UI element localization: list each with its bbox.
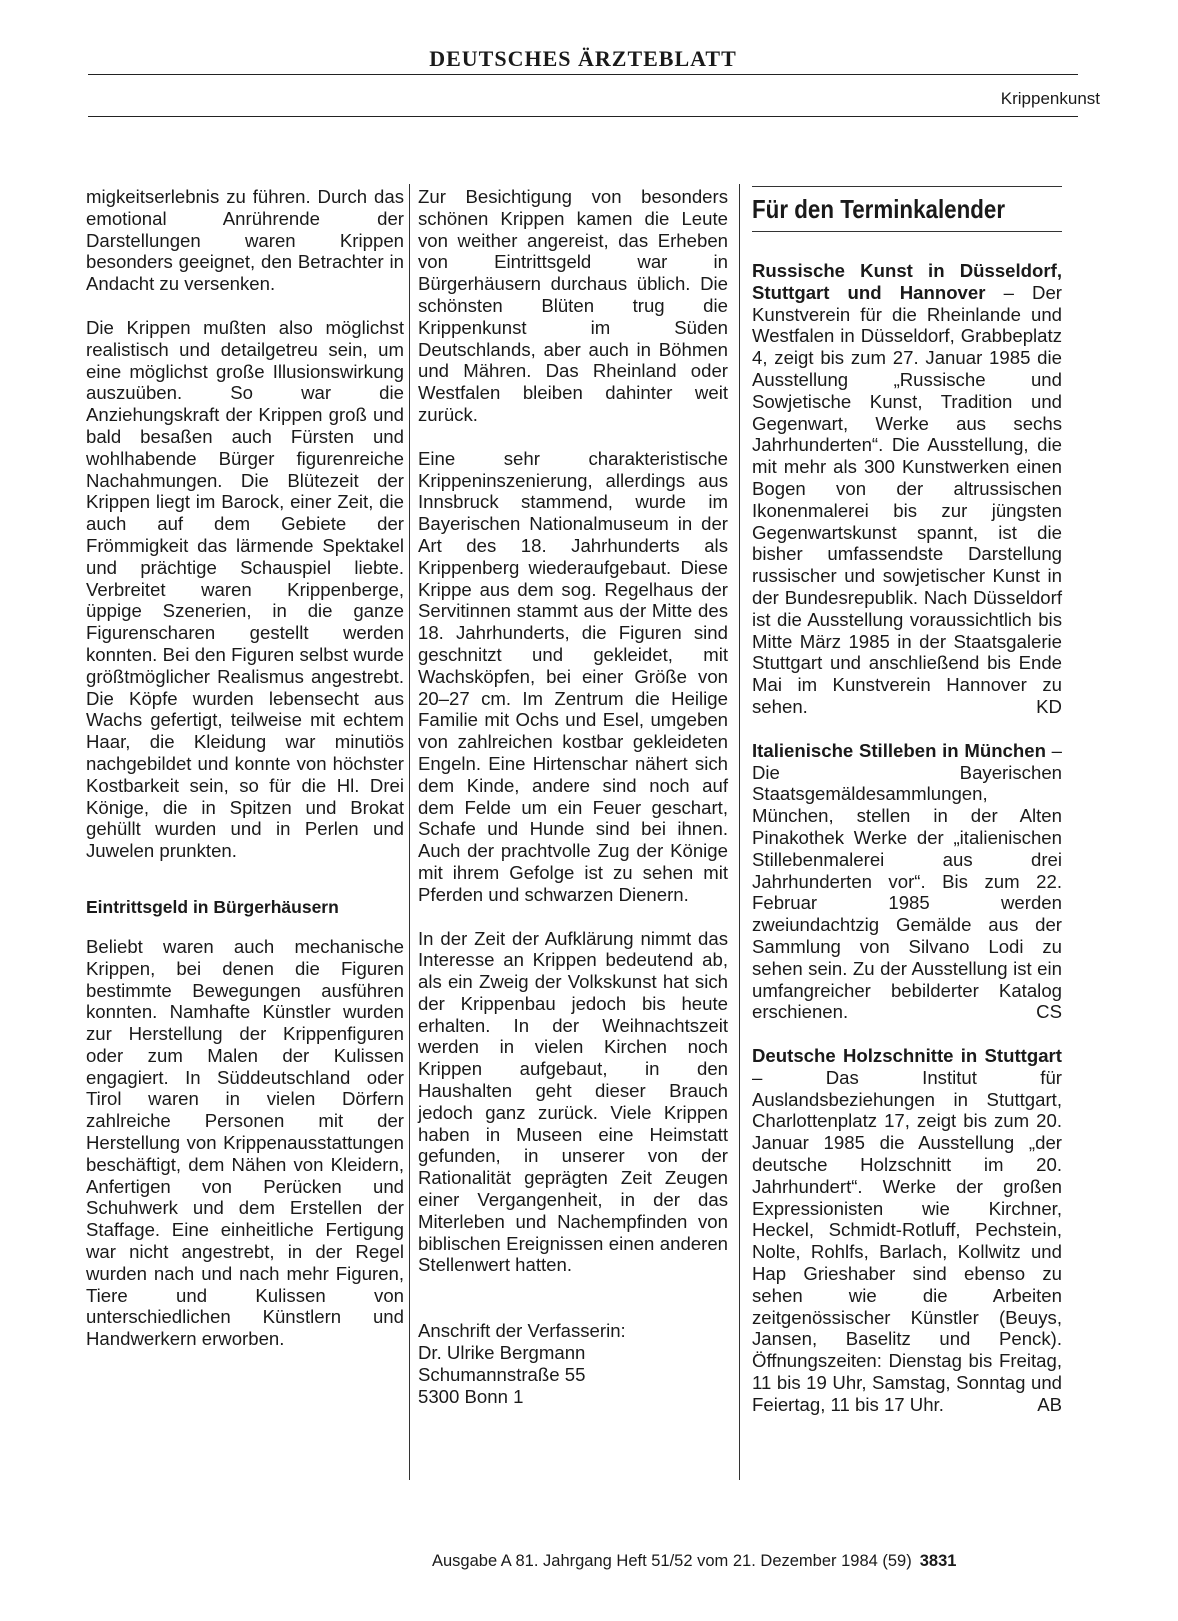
address-city: 5300 Bonn 1: [418, 1385, 524, 1407]
paragraph: In der Zeit der Aufklärung nimmt das Interesse an Krippen bedeutend ab, als ein Zweig der Volkskunst hat sich der Krippenbau jedoch bis heute erhalten. In der Weihnachtszeit werden in vielen Kirchen noch Krippen aufgebaut, in den Haushalten geht dieser Brauch jedoch ganz zurück. Viele Krippen haben in Museen eine Heimstatt gefunden, in unserer von der Rationalität geprägten Zeit Zeugen einer Vergangenheit, in der das Miterleben und Nachempfinden von biblischen Ereignissen einen anderen Stellenwert hatten.: [418, 927, 728, 1276]
calendar-entry: [752, 260, 1062, 718]
entry-signature: CS: [1036, 1001, 1062, 1023]
page-footer: [432, 1551, 1072, 1571]
masthead: DEUTSCHES ÄRZTEBLATT: [429, 46, 737, 71]
column-divider-1: [409, 184, 410, 1480]
entry-heading: Deutsche Holzschnitte in Stuttgart: [752, 1045, 1062, 1067]
paragraph: migkeitserlebnis zu führen. Durch das emotional Anrührende der Darstellungen waren Krippen besonders geeignet, den Betrachter in Andacht zu versenken.: [86, 186, 404, 295]
calendar-column: [752, 186, 1062, 1416]
section-label: Krippenkunst: [1000, 89, 1100, 108]
page-number: 3831: [919, 1552, 957, 1570]
paragraph: Eine sehr charakteristische Krippeninszenierung, allerdings aus Innsbruck stammend, wurde im Bayerischen Nationalmuseum in der Art des 18. Jahrhunderts als Krippenberg wiederaufgebaut. Diese Krippe aus dem sog. Regelhaus der Servitinnen stammt aus der Mitte des 18. Jahrhunderts, die Figuren sind geschnitzt und gekleidet, mit Wachsköpfen, bei einer Größe von 20–27 cm. Im Zentrum die Heilige Familie mit Ochs und Esel, umgeben von zahlreichen kostbar gekleideten Engeln. Eine Hirtenschar nähert sich dem Kinde, andere sind noch auf dem Felde um ein Feuer geschart, Schafe und Hunde sind bei ihnen. Auch der prachtvolle Zug der Könige mit ihrem Gefolge ist zu sehen mit Pferden und schwarzen Dienern.: [418, 447, 728, 905]
entry-dash: –: [752, 1066, 826, 1088]
edition-info: Ausgabe A 81. Jahrgang Heft 51/52 vom 21. Dezember 1984 (59): [432, 1552, 912, 1570]
calendar-title: Für den Terminkalender: [752, 194, 1006, 224]
paragraph: Beliebt waren auch mechanische Krippen, bei denen die Figuren bestimmte Bewegungen ausführen konnten. Namhafte Künstler wurden zur Herstellung der Krippenfiguren oder zum Malen der Kulissen engagiert. In Süddeutschland oder Tirol waren in vielen Dörfern zahlreiche Personen mit der Herstellung von Krippenausstattungen beschäftigt, dem Nähen von Kleidern, Anfertigen von Perücken und Schuhwerk und dem Erstellen der Staffage. Eine einheitliche Fertigung war nicht angestrebt, in der Regel wurden nach und nach mehr Figuren, Tiere und Kulissen von unterschiedlichen Künstlern und Handwerkern erworben.: [86, 935, 404, 1350]
calendar-entry: [752, 1045, 1062, 1416]
entry-heading: Italienische Stilleben in München: [752, 739, 1046, 761]
article-column-2: [418, 186, 728, 1407]
entry-signature: AB: [1037, 1393, 1062, 1415]
author-address: [418, 1320, 728, 1407]
address-name: Dr. Ulrike Bergmann: [418, 1342, 586, 1364]
calendar-rule-bottom: [752, 231, 1062, 232]
column-divider-2: [739, 184, 740, 1480]
header-rule: [88, 74, 1078, 75]
paragraph: Zur Besichtigung von besonders schönen Krippen kamen die Leute von weither angereist, das Erheben von Eintrittsgeld war in Bürgerhäusern durchaus üblich. Die schönsten Blüten trug die Krippenkunst im Süden Deutschlands, aber auch in Böhmen und Mähren. Das Rheinland oder Westfalen bleiben dahinter weit zurück.: [418, 186, 728, 425]
entry-text: Das Institut für Auslandsbeziehungen in Stuttgart, Charlottenplatz 17, zeigt bis zum 20. Januar 1985 die Ausstellung „der deutsche Holzschnitt im 20. Jahrhundert“. Werke der großen Expressionisten wie Kirchner, Heckel, Schmidt-Rotluff, Pechstein, Nolte, Rohlfs, Barlach, Kollwitz und Hap Grieshaber sind ebenso zu sehen wie die Arbeiten zeitgenössischer Künstler (Beuys, Jansen, Baselitz und Penck). Öffnungszeiten: Dienstag bis Freitag, 11 bis 19 Uhr, Samstag, Sonntag und Feiertag, 11 bis 17 Uhr.: [752, 1066, 1062, 1415]
section-rule: [88, 116, 1078, 117]
calendar-entry: [752, 740, 1062, 1023]
subheading: Eintrittsgeld in Bürgerhäusern: [86, 896, 339, 917]
entry-text: Der Kunstverein für die Rheinlande und Westfalen in Düsseldorf, Grabbeplatz 4, zeigt bis zum 27. Januar 1985 die Ausstellung „Russische und Sowjetische Kunst, Tradition und Gegenwart, Werke aus sechs Jahrhunderten“. Die Ausstellung, die mit mehr als 300 Kunstwerken einen Bogen von der altrussischen Ikonenmalerei bis zur jüngsten Gegenwartskunst spannt, ist die bisher umfassendste Darstellung russischer und sowjetischer Kunst in der Bundesrepublik. Nach Düsseldorf ist die Ausstellung voraussichtlich bis Mitte März 1985 in der Staatsgalerie Stuttgart und anschließend bis Ende Mai im Kunstverein Hannover zu sehen.: [752, 281, 1062, 717]
address-street: Schumannstraße 55: [418, 1363, 586, 1385]
paragraph: Die Krippen mußten also möglichst realistisch und detailgetreu sein, um eine möglichst große Illusionswirkung auszuüben. So war die Anziehungskraft der Krippen groß und bald besaßen auch Fürsten und wohlhabende Bürger figurenreiche Nachahmungen. Die Blütezeit der Krippen liegt im Barock, einer Zeit, die auch auf dem Gebiete der Frömmigkeit das lärmende Spektakel und prächtige Schauspiel liebte. Verbreitet waren Krippenberge, üppige Szenerien, in die ganze Figurenscharen gestellt werden konnten. Bei den Figuren selbst wurde größtmöglicher Realismus angestrebt. Die Köpfe wurden lebensecht aus Wachs gefertigt, teilweise mit echtem Haar, die Kleidung war minutiös nachgebildet und konnte von höchster Kostbarkeit sein, so für die Hl. Drei Könige, die in Spitzen und Brokat gehüllt wurden und in Perlen und Juwelen prunkten.: [86, 316, 404, 862]
entry-dash: –: [1045, 739, 1062, 761]
entry-heading: Russische Kunst in Düsseldorf, Stuttgart und Hannover: [752, 260, 1062, 303]
entry-dash: –: [985, 281, 1033, 303]
address-label: Anschrift der Verfasserin:: [418, 1320, 626, 1342]
entry-text: Die Bayerischen Staatsgemäldesammlungen, München, stellen in der Alten Pinakothek Werke der „italienischen Stillebenmalerei aus drei Jahrhunderten vor“. Bis zum 22. Februar 1985 werden zweiundachtzig Gemälde aus der Sammlung von Silvano Lodi zu sehen sein. Zu der Ausstellung ist ein umfangreicher bebilderter Katalog erschienen.: [752, 761, 1062, 1023]
article-column-1: [86, 186, 404, 1350]
calendar-rule-top: [752, 186, 1062, 187]
entry-signature: KD: [1036, 695, 1062, 717]
